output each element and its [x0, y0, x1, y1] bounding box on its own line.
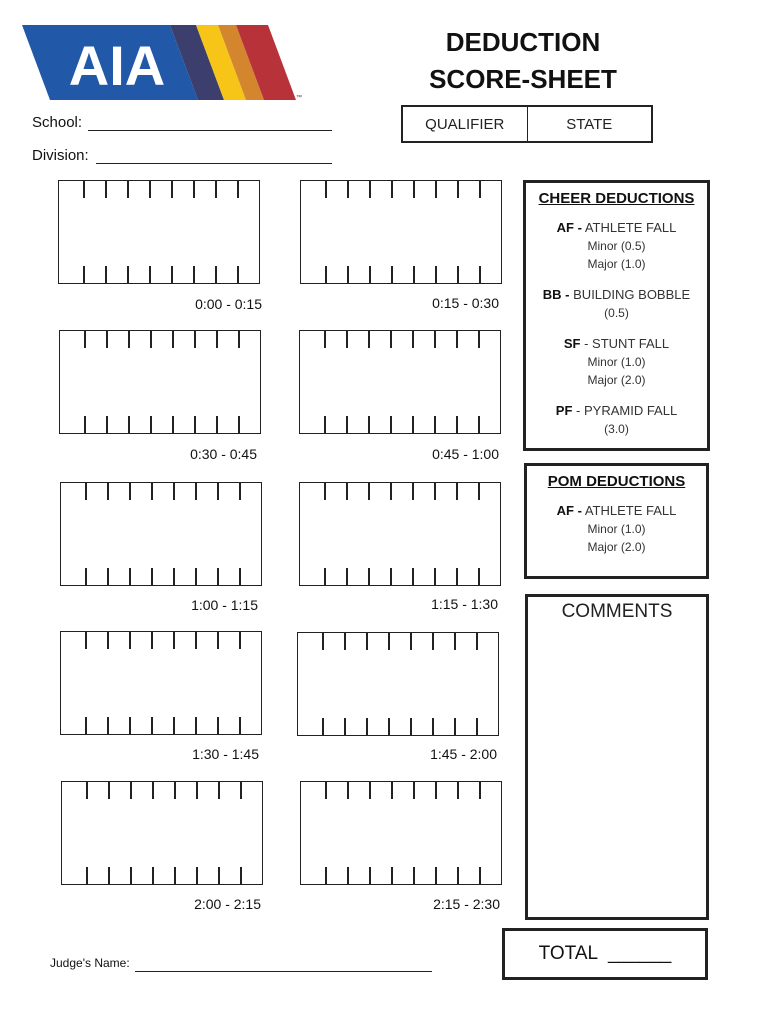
- ded-major: Major (2.0): [587, 540, 646, 554]
- time-box-0200-0215[interactable]: [61, 781, 263, 885]
- tick-mark: [83, 181, 85, 198]
- time-label: 0:00 - 0:15: [195, 296, 262, 312]
- ded-name: - PYRAMID FALL: [576, 403, 678, 418]
- title-line-1: DEDUCTION: [445, 27, 601, 57]
- tick-mark: [151, 483, 153, 500]
- tick-mark: [86, 867, 88, 884]
- tick-mark: [240, 782, 242, 799]
- tick-mark: [391, 266, 393, 283]
- tick-mark: [151, 717, 153, 734]
- division-field[interactable]: [96, 163, 332, 164]
- tick-mark: [412, 331, 414, 348]
- time-label: 0:45 - 1:00: [432, 446, 499, 462]
- tick-mark: [369, 867, 371, 884]
- cheer-deductions-title: CHEER DEDUCTIONS: [538, 190, 695, 207]
- tick-mark: [413, 867, 415, 884]
- tick-mark: [347, 782, 349, 799]
- comments-box[interactable]: [525, 594, 709, 920]
- tick-mark: [237, 181, 239, 198]
- time-label: 1:30 - 1:45: [192, 746, 259, 762]
- tick-mark: [239, 717, 241, 734]
- tick-mark: [346, 416, 348, 433]
- tick-mark: [127, 266, 129, 283]
- tick-mark: [83, 266, 85, 283]
- tick-mark: [107, 483, 109, 500]
- tick-mark: [85, 717, 87, 734]
- tick-mark: [346, 483, 348, 500]
- tick-mark: [412, 568, 414, 585]
- tick-mark: [476, 718, 478, 735]
- tick-mark: [325, 181, 327, 198]
- tick-mark: [347, 266, 349, 283]
- tick-mark: [215, 266, 217, 283]
- time-box-0100-0115[interactable]: [60, 482, 262, 586]
- athlete-fall-deduction: [526, 219, 707, 273]
- tick-mark: [322, 718, 324, 735]
- tick-mark: [128, 331, 130, 348]
- time-label: 0:30 - 0:45: [190, 446, 257, 462]
- division-label: Division:: [32, 147, 89, 164]
- ded-minor: Minor (1.0): [587, 522, 646, 536]
- tick-mark: [478, 568, 480, 585]
- tick-mark: [479, 867, 481, 884]
- tick-mark: [107, 568, 109, 585]
- tick-mark: [391, 181, 393, 198]
- tick-mark: [106, 416, 108, 433]
- time-box-0000-0015[interactable]: [58, 180, 260, 284]
- tick-mark: [456, 483, 458, 500]
- ded-major: Major (1.0): [587, 257, 646, 271]
- tick-mark: [129, 568, 131, 585]
- logo-trademark: ™: [296, 95, 302, 100]
- tick-mark: [324, 416, 326, 433]
- tick-mark: [413, 782, 415, 799]
- tick-mark: [85, 632, 87, 649]
- tick-mark: [325, 266, 327, 283]
- tick-mark: [391, 782, 393, 799]
- tick-mark: [434, 483, 436, 500]
- time-label: 2:00 - 2:15: [194, 896, 261, 912]
- tick-mark: [347, 867, 349, 884]
- tick-mark: [435, 266, 437, 283]
- tick-mark: [84, 331, 86, 348]
- tick-mark: [388, 718, 390, 735]
- tick-mark: [217, 632, 219, 649]
- tick-mark: [173, 717, 175, 734]
- school-field[interactable]: [88, 130, 332, 131]
- ded-code: AF -: [556, 503, 582, 518]
- tick-mark: [457, 266, 459, 283]
- logo-text: AIA: [68, 34, 166, 97]
- tick-mark: [238, 331, 240, 348]
- tick-mark: [388, 633, 390, 650]
- tick-mark: [86, 782, 88, 799]
- tick-mark: [413, 266, 415, 283]
- tick-mark: [479, 782, 481, 799]
- ded-code: PF: [555, 403, 573, 418]
- tick-mark: [215, 181, 217, 198]
- ded-minor: Minor (1.0): [587, 355, 646, 369]
- title-line-2: SCORE-SHEET: [429, 64, 617, 94]
- time-box-0130-0145[interactable]: [60, 631, 262, 735]
- tick-mark: [129, 717, 131, 734]
- ded-name: - STUNT FALL: [584, 336, 670, 351]
- tick-mark: [194, 416, 196, 433]
- tick-mark: [454, 718, 456, 735]
- tick-mark: [347, 181, 349, 198]
- tick-mark: [479, 266, 481, 283]
- tick-mark: [216, 416, 218, 433]
- tick-mark: [391, 867, 393, 884]
- tick-mark: [368, 416, 370, 433]
- tick-mark: [366, 633, 368, 650]
- tick-mark: [369, 782, 371, 799]
- tick-mark: [216, 331, 218, 348]
- tick-mark: [239, 632, 241, 649]
- tick-mark: [152, 782, 154, 799]
- tick-mark: [457, 782, 459, 799]
- tick-mark: [390, 331, 392, 348]
- tick-mark: [457, 867, 459, 884]
- tick-mark: [195, 483, 197, 500]
- tick-mark: [171, 266, 173, 283]
- tick-mark: [410, 718, 412, 735]
- ded-major: Major (2.0): [587, 373, 646, 387]
- tick-mark: [130, 782, 132, 799]
- ded-code: SF: [563, 336, 581, 351]
- state-option[interactable]: STATE: [527, 107, 652, 141]
- time-box-0115-0130[interactable]: [299, 482, 501, 586]
- tick-mark: [456, 331, 458, 348]
- ded-name: ATHLETE FALL: [584, 503, 677, 518]
- tick-mark: [129, 632, 131, 649]
- tick-mark: [195, 632, 197, 649]
- tick-mark: [239, 483, 241, 500]
- ded-value: (0.5): [604, 306, 629, 320]
- tick-mark: [413, 181, 415, 198]
- tick-mark: [435, 782, 437, 799]
- time-box-0030-0045[interactable]: [59, 330, 261, 434]
- pom-athlete-fall-deduction: [527, 502, 706, 556]
- aia-logo: [22, 25, 304, 100]
- tick-mark: [152, 867, 154, 884]
- tick-mark: [217, 483, 219, 500]
- tick-mark: [346, 568, 348, 585]
- tick-mark: [195, 568, 197, 585]
- tick-mark: [129, 483, 131, 500]
- tick-mark: [108, 782, 110, 799]
- tick-mark: [390, 568, 392, 585]
- tick-mark: [193, 266, 195, 283]
- tick-mark: [324, 568, 326, 585]
- tick-mark: [369, 266, 371, 283]
- tick-mark: [322, 633, 324, 650]
- tick-mark: [434, 416, 436, 433]
- tick-mark: [151, 568, 153, 585]
- tick-mark: [196, 867, 198, 884]
- ded-minor: Minor (0.5): [587, 239, 646, 253]
- page-title: [412, 24, 634, 98]
- tick-mark: [105, 181, 107, 198]
- tick-mark: [217, 568, 219, 585]
- school-label: School:: [32, 114, 83, 131]
- tick-mark: [368, 568, 370, 585]
- tick-mark: [105, 266, 107, 283]
- time-label: 0:15 - 0:30: [432, 295, 499, 311]
- tick-mark: [435, 867, 437, 884]
- tick-mark: [324, 331, 326, 348]
- tick-mark: [456, 416, 458, 433]
- tick-mark: [478, 483, 480, 500]
- tick-mark: [195, 717, 197, 734]
- tick-mark: [108, 867, 110, 884]
- tick-mark: [344, 633, 346, 650]
- tick-mark: [240, 867, 242, 884]
- judge-name-field[interactable]: [135, 971, 432, 972]
- tick-mark: [435, 181, 437, 198]
- pyramid-fall-deduction: [526, 402, 707, 438]
- tick-mark: [193, 181, 195, 198]
- tick-mark: [412, 483, 414, 500]
- tick-mark: [366, 718, 368, 735]
- tick-mark: [478, 416, 480, 433]
- tick-mark: [369, 181, 371, 198]
- tick-mark: [434, 331, 436, 348]
- ded-code: BB -: [542, 287, 570, 302]
- tick-mark: [174, 782, 176, 799]
- tick-mark: [218, 867, 220, 884]
- tick-mark: [476, 633, 478, 650]
- tick-mark: [457, 181, 459, 198]
- qualifier-option[interactable]: QUALIFIER: [425, 115, 505, 133]
- tick-mark: [432, 718, 434, 735]
- ded-value: (3.0): [604, 422, 629, 436]
- tick-mark: [368, 483, 370, 500]
- tick-mark: [217, 717, 219, 734]
- tick-mark: [434, 568, 436, 585]
- tick-mark: [479, 181, 481, 198]
- tick-mark: [478, 331, 480, 348]
- tick-mark: [150, 331, 152, 348]
- building-bobble-deduction: [526, 286, 707, 322]
- tick-mark: [84, 416, 86, 433]
- stunt-fall-deduction: [526, 335, 707, 389]
- tick-mark: [412, 416, 414, 433]
- tick-mark: [85, 483, 87, 500]
- total-box[interactable]: TOTAL ______: [502, 928, 708, 980]
- round-selector: [401, 105, 653, 143]
- tick-mark: [238, 416, 240, 433]
- tick-mark: [149, 181, 151, 198]
- tick-mark: [149, 266, 151, 283]
- cheer-deductions-panel: [523, 180, 710, 451]
- time-box-0045-0100[interactable]: [299, 330, 501, 434]
- tick-mark: [107, 717, 109, 734]
- tick-mark: [150, 416, 152, 433]
- tick-mark: [237, 266, 239, 283]
- ded-code: AF -: [556, 220, 582, 235]
- tick-mark: [173, 632, 175, 649]
- ded-name: ATHLETE FALL: [584, 220, 677, 235]
- tick-mark: [454, 633, 456, 650]
- time-box-0215-0230[interactable]: [300, 781, 502, 885]
- tick-mark: [196, 782, 198, 799]
- tick-mark: [239, 568, 241, 585]
- tick-mark: [172, 331, 174, 348]
- pom-deductions-panel: [524, 463, 709, 579]
- tick-mark: [346, 331, 348, 348]
- tick-mark: [151, 632, 153, 649]
- tick-mark: [130, 867, 132, 884]
- tick-mark: [324, 483, 326, 500]
- tick-mark: [410, 633, 412, 650]
- tick-mark: [174, 867, 176, 884]
- tick-mark: [173, 568, 175, 585]
- time-label: 1:45 - 2:00: [430, 746, 497, 762]
- tick-mark: [173, 483, 175, 500]
- tick-mark: [344, 718, 346, 735]
- tick-mark: [106, 331, 108, 348]
- time-box-0145-0200[interactable]: [297, 632, 499, 736]
- tick-mark: [218, 782, 220, 799]
- tick-mark: [325, 867, 327, 884]
- tick-mark: [128, 416, 130, 433]
- time-label: 2:15 - 2:30: [433, 896, 500, 912]
- time-label: 1:00 - 1:15: [191, 597, 258, 613]
- time-label: 1:15 - 1:30: [431, 596, 498, 612]
- tick-mark: [325, 782, 327, 799]
- tick-mark: [368, 331, 370, 348]
- judge-name-label: Judge's Name:: [50, 956, 130, 970]
- tick-mark: [107, 632, 109, 649]
- tick-mark: [171, 181, 173, 198]
- tick-mark: [456, 568, 458, 585]
- tick-mark: [85, 568, 87, 585]
- tick-mark: [390, 483, 392, 500]
- pom-deductions-title: POM DEDUCTIONS: [547, 473, 686, 490]
- tick-mark: [194, 331, 196, 348]
- tick-mark: [127, 181, 129, 198]
- comments-title: COMMENTS: [561, 601, 673, 622]
- tick-mark: [432, 633, 434, 650]
- ded-name: BUILDING BOBBLE: [573, 287, 691, 302]
- tick-mark: [172, 416, 174, 433]
- time-box-0015-0030[interactable]: [300, 180, 502, 284]
- tick-mark: [390, 416, 392, 433]
